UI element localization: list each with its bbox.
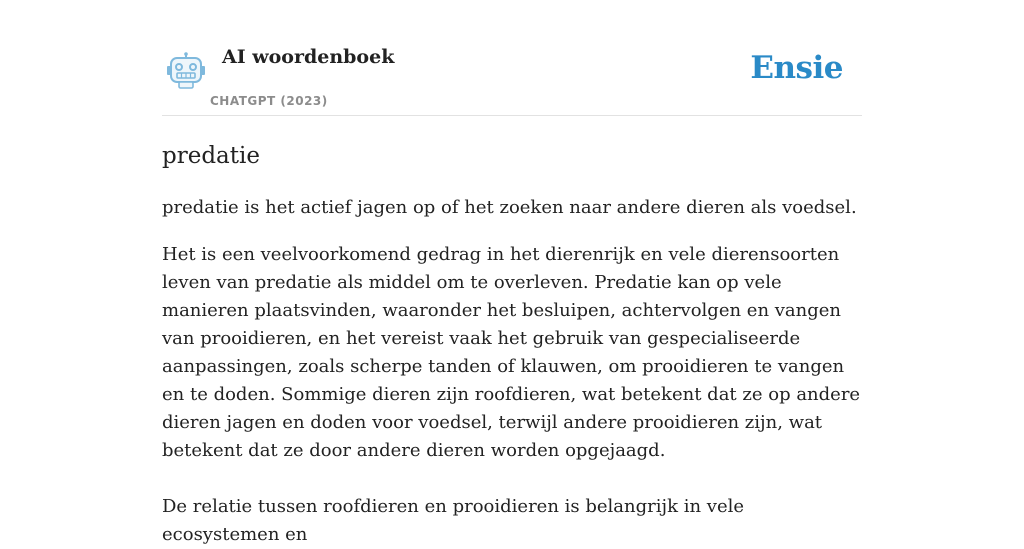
robot-icon [166, 52, 206, 90]
source-title[interactable]: AI woordenboek [222, 46, 395, 68]
source-meta: CHATGPT (2023) [210, 94, 328, 108]
page [162, 0, 862, 549]
entry-definition [162, 194, 862, 549]
definition-paragraph: Het is een veelvoorkomend gedrag in het dierenrijk en vele dierensoorten leven van predatie als middel om te overleven. Predatie kan op vele manieren plaatsvinden, waaronder het besluipen, achtervolgen en vangen van prooidieren, en het vereist vaak het gebruik van gespecialiseerde aanpassingen, zoals scherpe tanden of klauwen, om prooidieren te vangen en te doden. Sommige dieren zijn roofdieren, wat betekent dat ze op andere dieren jagen en doden voor voedsel, terwijl andere prooidieren zijn, wat betekent dat ze door andere dieren worden opgejaagd. [162, 244, 861, 461]
brand-logo[interactable]: Ensie [750, 50, 843, 86]
definition-paragraph: predatie is het actief jagen op of het zoeken naar andere dieren als voedsel. [162, 197, 857, 218]
source-header [162, 0, 862, 116]
entry-term: predatie [162, 143, 260, 169]
definition-paragraph: De relatie tussen roofdieren en prooidieren is belangrijk in vele ecosystemen en [162, 496, 745, 545]
